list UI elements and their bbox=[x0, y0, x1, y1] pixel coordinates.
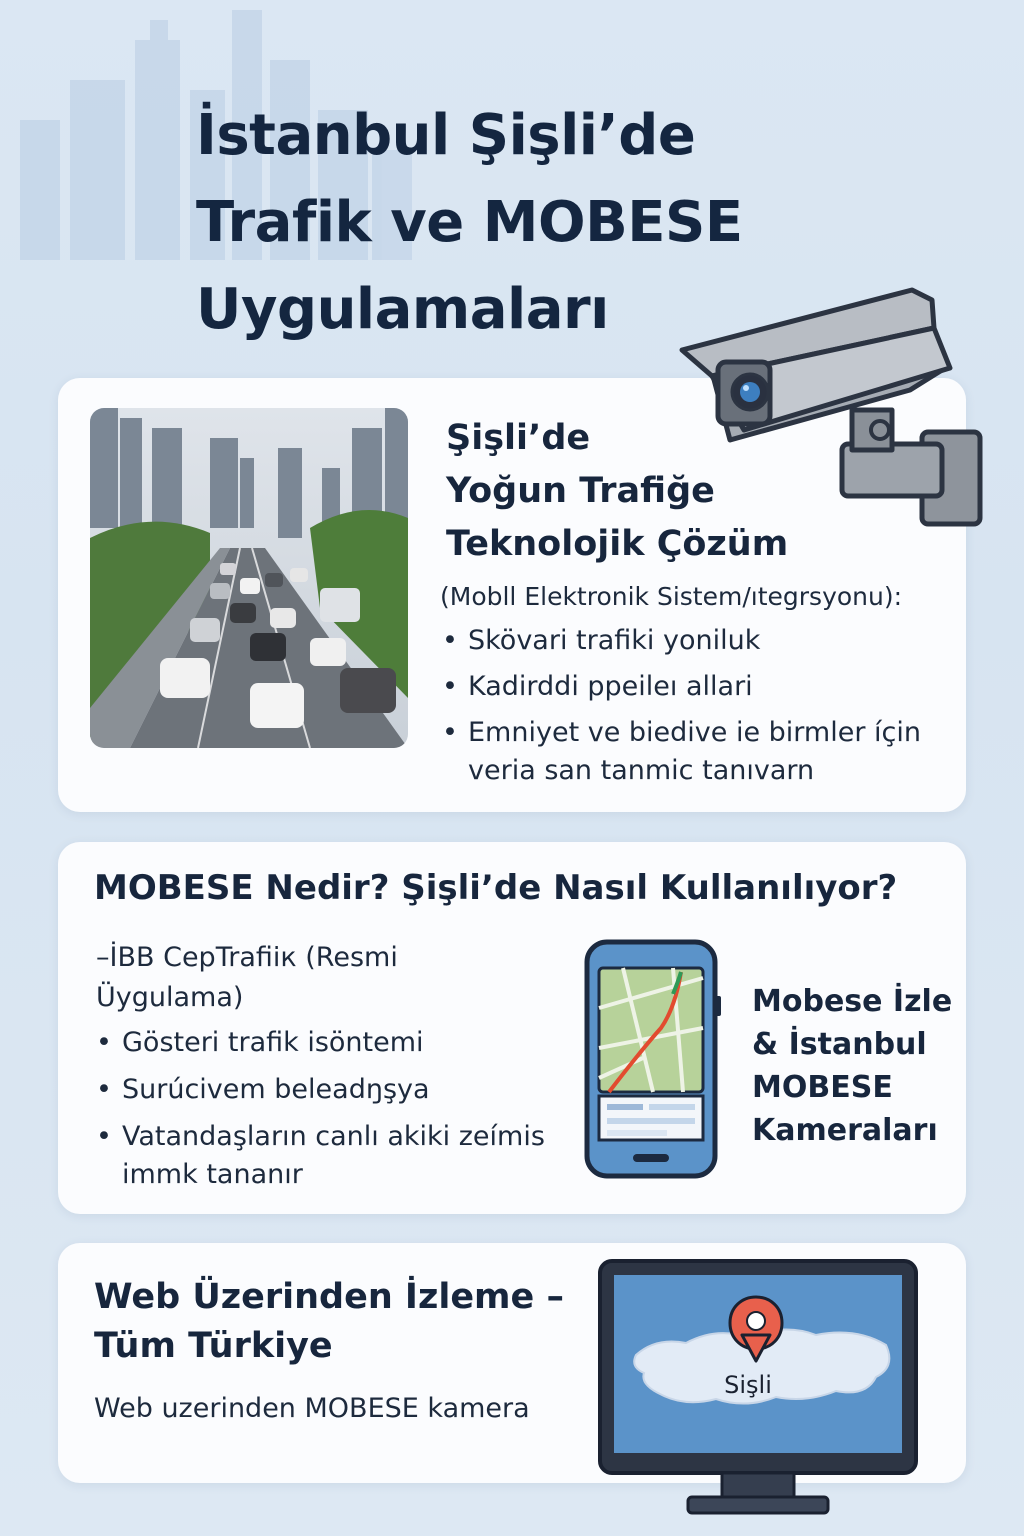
section1-title-line-3: Teknolojik Çözüm bbox=[446, 524, 789, 564]
section1-title-line-2: Yoğun Trafiğe bbox=[446, 471, 715, 511]
section3-text: Web uzerinden MOBESE kamera bbox=[94, 1393, 530, 1424]
section2-side-title bbox=[752, 980, 952, 1152]
security-camera-icon bbox=[672, 280, 988, 530]
section3-title-line-1: Web Üzerinden İzleme – bbox=[94, 1277, 564, 1317]
traffic-photo bbox=[90, 408, 408, 748]
map-label: Sişli bbox=[724, 1371, 772, 1399]
page-title-line-3: Uygulamaları bbox=[196, 277, 609, 342]
side-title-line-3: MOBESE bbox=[752, 1070, 893, 1105]
section1-subtitle: (Mobll Elektronik Sistem/ıtegrsyonu): bbox=[440, 582, 903, 611]
smartphone-map-icon bbox=[583, 938, 723, 1180]
list-item: • Emniyet ve biedive ie birmler íçin veria san tanmic tanıvarn bbox=[442, 714, 952, 790]
side-title-line-2: & İstanbul bbox=[752, 1027, 927, 1062]
section2-bullet-list bbox=[96, 1024, 566, 1203]
side-title-line-1: Mobese İzle bbox=[752, 984, 953, 1019]
page-title-line-1: İstanbul Şişli’de bbox=[196, 103, 696, 168]
list-item: • Surúcivem beleadŋşya bbox=[96, 1071, 566, 1109]
section2-title: MOBESE Nedir? Şişli’de Nasıl Kullanılıyor? bbox=[94, 868, 898, 908]
card-mobese-usage bbox=[58, 842, 966, 1214]
side-title-line-4: Kameraları bbox=[752, 1113, 938, 1148]
page-title-line-2: Trafik ve MOBESE bbox=[196, 190, 743, 255]
section3-title-line-2: Tüm Türkiye bbox=[94, 1326, 333, 1366]
monitor-map-icon bbox=[596, 1257, 920, 1519]
list-item: • Skövari trafiki yoniluk bbox=[442, 622, 952, 660]
page-title bbox=[196, 92, 743, 353]
section1-title-line-1: Şişli’de bbox=[446, 418, 591, 458]
section3-title bbox=[94, 1273, 564, 1371]
list-item: • Kadirddi ppeileı allari bbox=[442, 668, 952, 706]
section1-bullet-list bbox=[442, 622, 952, 798]
section2-first-item: –İBB CepTrafiік (Resmi Üygulama) bbox=[96, 942, 398, 1013]
list-item: • Gösteri trafik isöntemi bbox=[96, 1024, 566, 1062]
list-item: • Vatandaşların canlı akiki zeímis immk tananır bbox=[96, 1118, 566, 1194]
